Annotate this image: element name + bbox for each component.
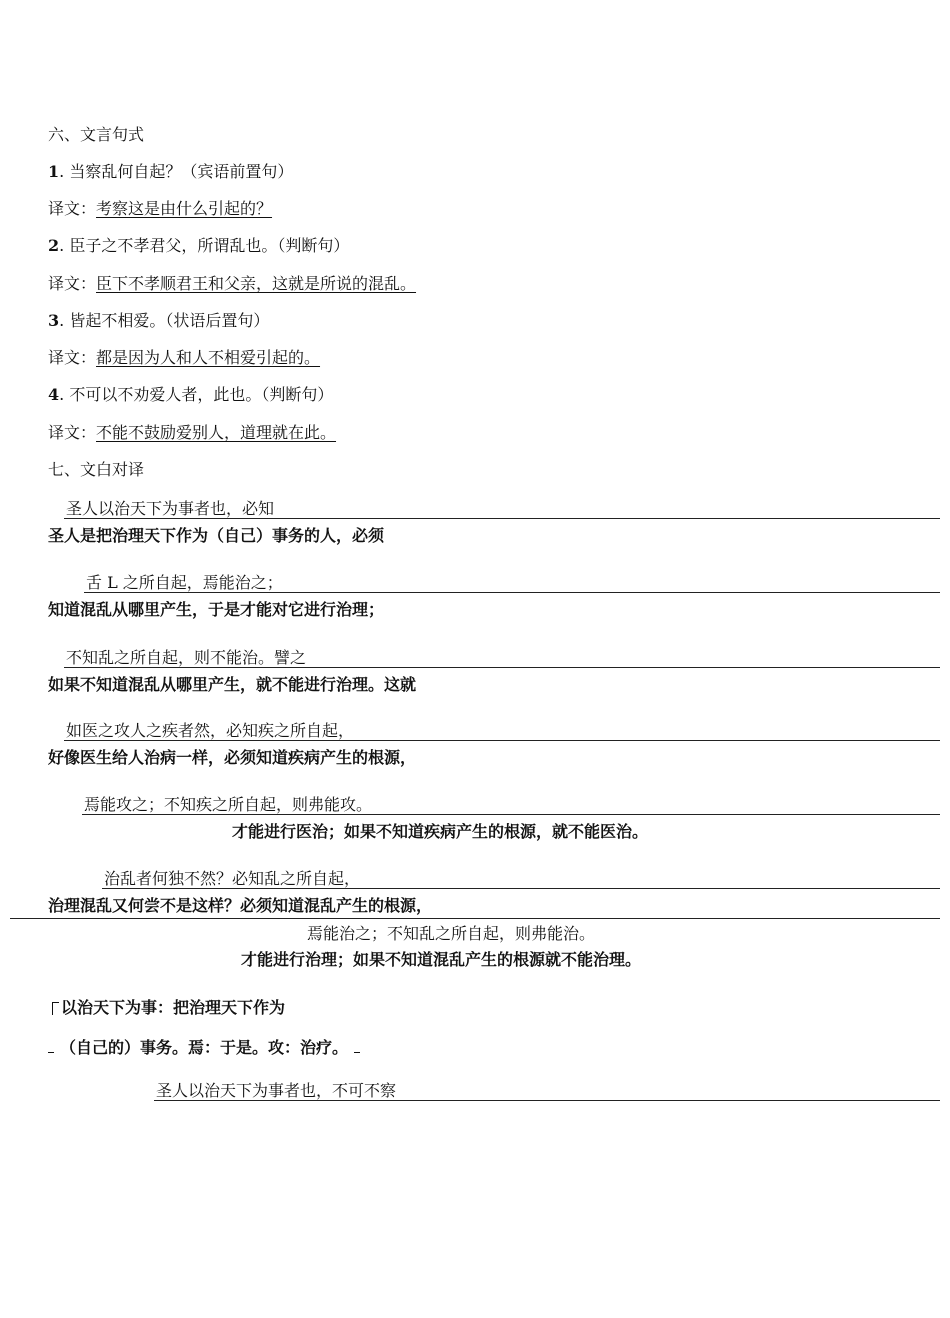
modern-line: 如果不知道混乱从哪里产生，就不能进行治理。这就 (48, 675, 417, 694)
divider-line (84, 592, 940, 593)
section6-heading: 六、文言句式 (48, 125, 145, 144)
sentence-number: 3 (48, 311, 60, 330)
note-text: （自己的）事务。焉：于是。攻：治疗。 (60, 1038, 349, 1057)
sentence-text: . 臣子之不孝君父，所谓乱也。（判断句） (59, 236, 350, 255)
note-underscore (354, 1052, 360, 1053)
sentence-number: 2 (48, 236, 60, 255)
modern-line: 才能进行医治；如果不知道疾病产生的根源，就不能医治。 (232, 822, 649, 841)
sentence-text: . 皆起不相爱。（状语后置句） (59, 311, 270, 330)
divider-line (64, 518, 940, 519)
divider-line (154, 1100, 940, 1101)
translation-label: 译文： (48, 199, 97, 218)
classical-line: 如医之攻人之疾者然，必知疾之所自起， (66, 721, 355, 740)
note-underscore (48, 1052, 54, 1053)
translation-2 (48, 274, 416, 294)
classical-line: 治乱者何独不然？必知乱之所自起， (104, 869, 361, 888)
translation-text: 考察这是由什么引起的？ (96, 199, 273, 218)
classical-line: 圣人以治天下为事者也，不可不察 (156, 1081, 397, 1100)
note-line-2 (48, 1038, 360, 1058)
divider-line (102, 888, 940, 889)
divider-line (64, 740, 940, 741)
sentence-3 (48, 311, 269, 331)
translation-text: 臣下不孝顺君王和父亲，这就是所说的混乱。 (96, 274, 417, 293)
translation-4 (48, 423, 336, 443)
translation-text: 不能不鼓励爱别人，道理就在此。 (96, 423, 337, 442)
sentence-4 (48, 385, 333, 405)
sentence-1 (48, 162, 293, 182)
classical-line: 舌 L 之所自起，焉能治之； (86, 573, 283, 592)
divider-line (64, 667, 940, 668)
section7-heading: 七、文白对译 (48, 460, 145, 479)
modern-line: 才能进行治理；如果不知道混乱产生的根源就不能治理。 (241, 950, 642, 969)
note-bracket (52, 1002, 59, 1015)
modern-line: 圣人是把治理天下作为（自己）事务的人，必须 (48, 526, 385, 545)
sentence-text: . 不可以不劝爱人者，此也。（判断句） (59, 385, 334, 404)
sentence-number: 1 (48, 162, 60, 181)
translation-label: 译文： (48, 423, 97, 442)
classical-line: 焉能治之；不知乱之所自起，则弗能治。 (307, 924, 596, 943)
sentence-text: . 当察乱何自起？（宾语前置句） (59, 162, 294, 181)
translation-3 (48, 348, 320, 368)
classical-line: 圣人以治天下为事者也，必知 (66, 499, 275, 518)
sentence-number: 4 (48, 385, 60, 404)
classical-line: 焉能攻之；不知疾之所自起，则弗能攻。 (84, 795, 373, 814)
note-text: 以治天下为事：把治理天下作为 (61, 998, 286, 1017)
divider-line (82, 814, 940, 815)
modern-line: 治理混乱又何尝不是这样？必须知道混乱产生的根源， (48, 896, 433, 915)
modern-line: 好像医生给人治病一样，必须知道疾病产生的根源， (48, 748, 417, 767)
modern-line: 知道混乱从哪里产生，于是才能对它进行治理； (48, 600, 385, 619)
sentence-2 (48, 236, 349, 256)
translation-text: 都是因为人和人不相爱引起的。 (96, 348, 321, 367)
divider-line (10, 918, 940, 919)
note-line-1 (52, 998, 285, 1018)
classical-line: 不知乱之所自起，则不能治。譬之 (66, 648, 307, 667)
translation-label: 译文： (48, 348, 97, 367)
translation-1 (48, 199, 272, 219)
translation-label: 译文： (48, 274, 97, 293)
